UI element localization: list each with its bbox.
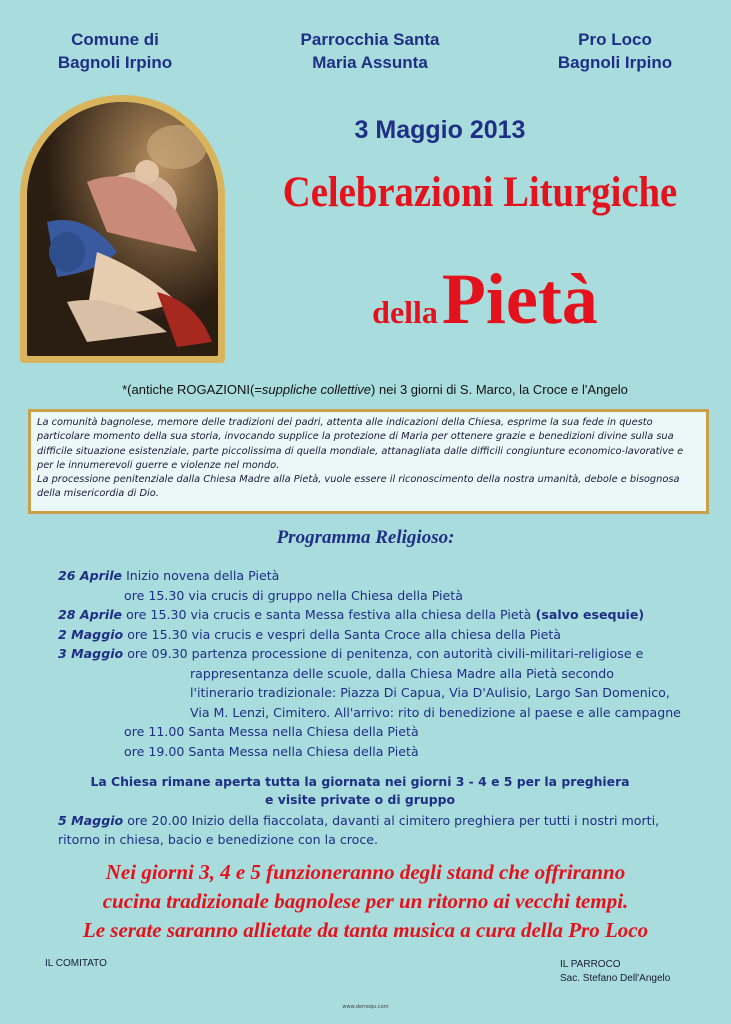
signature-parroco bbox=[560, 958, 730, 986]
notice-line-1: La Chiesa rimane aperta tutta la giornata nei giorni 3 - 4 e 5 per la preghiera bbox=[90, 774, 630, 789]
row-text: ore 19.00 Santa Messa nella Chiesa della Pietà bbox=[124, 743, 419, 759]
programma-row bbox=[58, 703, 718, 723]
header-parrocchia-line1: Parrocchia Santa bbox=[300, 30, 440, 49]
signature-comitato: IL COMITATO bbox=[45, 958, 107, 969]
programma-row bbox=[58, 605, 718, 625]
website-credit: www.demoqu.com bbox=[342, 1004, 389, 1010]
programma-row bbox=[58, 742, 718, 762]
row-text: Via M. Lenzi, Cimitero. All'arrivo: rito di benedizione al paese e alle campagne bbox=[190, 704, 681, 720]
header-proloco-line2: Bagnoli Irpino bbox=[557, 53, 673, 72]
may5-event bbox=[58, 811, 698, 849]
rogazioni-suffix: ) nei 3 giorni di S. Marco, la Croce e l'Angelo bbox=[371, 382, 628, 397]
header-comune-line2: Bagnoli Irpino bbox=[57, 53, 173, 72]
header-proloco-line1: Pro Loco bbox=[578, 30, 652, 49]
programma-row bbox=[58, 683, 718, 703]
intro-paragraph-2: La processione penitenziale dalla Chiesa Madre alla Pietà, vuole essere il riconoscimento della nostra umanità, debole e bisognosa della misericordia di Dio. bbox=[37, 474, 680, 500]
event-subtitle bbox=[330, 258, 640, 341]
row-date: 26 Aprile bbox=[58, 568, 123, 583]
row-text: Inizio novena della Pietà bbox=[126, 568, 280, 583]
rogazioni-italic: suppliche collettive bbox=[261, 382, 372, 397]
programma-title: Programma Religioso: bbox=[276, 527, 455, 548]
event-subtitle-della: della bbox=[372, 294, 438, 330]
programma-row bbox=[58, 644, 718, 664]
row-text-bold: (salvo esequie) bbox=[531, 607, 645, 622]
row-date: 2 Maggio bbox=[58, 626, 124, 642]
event-title: Celebrazioni Liturgiche bbox=[282, 169, 678, 216]
rogazioni-prefix: *(antiche ROGAZIONI(= bbox=[122, 382, 262, 397]
row-text: ore 11.00 Santa Messa nella Chiesa della Pietà bbox=[124, 724, 419, 739]
row-date: 28 Aprile bbox=[58, 607, 123, 622]
row-text: ore 15.30 via crucis e vespri della Santa Croce alla chiesa della Pietà bbox=[127, 626, 561, 642]
header-proloco bbox=[540, 28, 690, 74]
row-date: 3 Maggio bbox=[58, 646, 124, 661]
row-text: ore 09.30 partenza processione di penitenza, con autorità civili-militari-religiose e bbox=[127, 646, 644, 661]
intro-paragraph-1: La comunità bagnolese, memore delle tradizioni dei padri, attenta alle indicazioni della Chiesa, esprime la sua fede in questo particolare momento della sua storia, invocando supplice la protezione di Maria per ottenere grazie e benedizioni divine sulla sua difficile situazione esistenziale, parte piccolissima di quella mondiale, attanagliata dalle difficili congiunture economico-lavorative e per le innumerevoli guerre e violenze nel mondo. bbox=[37, 417, 684, 471]
header-parrocchia bbox=[275, 28, 465, 74]
header-comune bbox=[30, 28, 200, 74]
row-text: ore 15.30 via crucis di gruppo nella Chiesa della Pietà bbox=[124, 587, 463, 603]
notice-line-2: e visite private o di gruppo bbox=[265, 792, 455, 807]
event-subtitle-pieta: Pietà bbox=[441, 259, 598, 339]
row-text: l'itinerario tradizionale: Piazza Di Capua, Via D'Aulisio, Largo San Domenico, bbox=[190, 685, 670, 700]
stands-line-2: cucina tradizionale bagnolese per un ritorno ai vecchi tempi. bbox=[102, 889, 629, 913]
stands-line-3: Le serate saranno allietate da tanta musica a cura della Pro Loco bbox=[82, 918, 649, 942]
programma-row bbox=[58, 664, 718, 684]
header-comune-line1: Comune di bbox=[71, 30, 159, 49]
event-date: 3 Maggio 2013 bbox=[354, 116, 526, 144]
stands-line-1: Nei giorni 3, 4 e 5 funzioneranno degli stand che offriranno bbox=[105, 860, 626, 884]
may5-text: ore 20.00 Inizio della fiaccolata, davanti al cimitero preghiera per tutti i nostri morti, bbox=[127, 813, 660, 828]
programma-row bbox=[58, 625, 718, 645]
programma-list bbox=[58, 566, 718, 761]
may5-text-2: ritorno in chiesa, bacio e benedizione con la croce. bbox=[58, 832, 379, 847]
may5-date: 5 Maggio bbox=[58, 813, 124, 828]
parroco-title: IL PARROCO bbox=[560, 959, 621, 970]
stands-announcement bbox=[0, 858, 731, 945]
programma-row bbox=[58, 566, 718, 586]
programma-row bbox=[58, 586, 718, 606]
intro-box bbox=[28, 409, 709, 514]
pieta-painting bbox=[20, 95, 225, 363]
church-open-notice bbox=[40, 773, 680, 809]
row-text: ore 15.30 via crucis e santa Messa festiva alla chiesa della Pietà bbox=[126, 607, 532, 622]
rogazioni-note bbox=[40, 382, 710, 397]
programma-row bbox=[58, 722, 718, 742]
pieta-painting-image bbox=[27, 102, 218, 356]
parroco-name: Sac. Stefano Dell'Angelo bbox=[560, 973, 671, 984]
header-parrocchia-line2: Maria Assunta bbox=[312, 53, 428, 72]
row-text: rappresentanza delle scuole, dalla Chiesa Madre alla Pietà secondo bbox=[190, 665, 614, 681]
